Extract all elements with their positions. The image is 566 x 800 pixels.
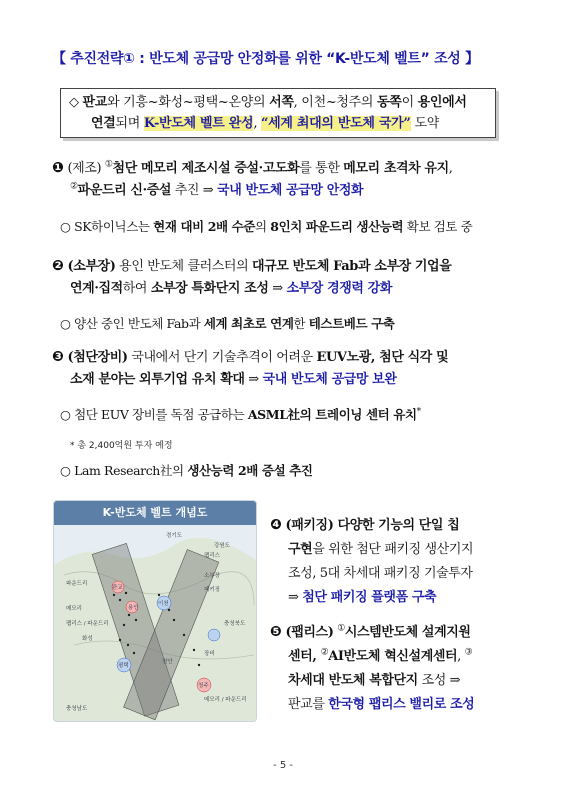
item-text: ⇒ — [244, 372, 263, 387]
summary-text: 도약 — [410, 116, 439, 131]
item-text: (제조) — [67, 161, 105, 176]
item-text: 추진 ⇒ — [171, 183, 218, 198]
map-label: 파운드리 — [66, 581, 88, 587]
map-label: 메모리 / 파운드리 — [204, 697, 247, 703]
map-label: 화성 — [82, 636, 93, 642]
sub-item-sk-hynix — [60, 217, 472, 235]
map-graphic — [54, 525, 256, 721]
item-text: 다양한 기능의 단일 칩 — [333, 518, 460, 533]
map-label: 평택 — [118, 663, 129, 669]
item-text: 센터, — [288, 649, 321, 664]
item-text: 국내에서 단기 기술추격이 어려운 — [127, 350, 317, 365]
item-text: ⇒ — [268, 281, 287, 296]
item-text: (패키징) — [285, 518, 334, 533]
item-text: , — [448, 161, 453, 176]
item-highlight: 국내 반도체 공급망 안정화 — [217, 183, 364, 198]
number-4-icon: ❹ — [270, 517, 282, 533]
item-text: (소부장) — [67, 259, 116, 274]
sub-text: 테스트베드 구축 — [308, 316, 395, 331]
map-label: 용인 — [128, 605, 139, 611]
footnote: * 총 2,400억원 투자 예정 — [70, 441, 173, 451]
item-materials — [52, 255, 451, 300]
item-highlight: 소부장 경쟁력 강화 — [286, 281, 393, 296]
item-text: 소재 분야는 외투기업 유치 확대 — [70, 372, 245, 387]
summary-highlight: K-반도체 벨트 완성 — [143, 116, 254, 131]
summary-highlight: “세계 최대의 반도체 국가” — [260, 116, 411, 131]
summary-line-2 — [69, 113, 487, 134]
map-label: 강원도 — [214, 543, 230, 549]
sub-text: 8인치 파운드리 생산능력 — [270, 219, 404, 234]
sub-text: ASML社의 트레이닝 센터 유치 — [247, 407, 417, 422]
summary-text: 이 — [401, 95, 418, 110]
item-sup: ② — [320, 647, 329, 658]
item-highlight: 국내 반도체 공급망 보완 — [262, 372, 397, 387]
item-text: 연계·집적 — [70, 281, 123, 296]
item-equipment — [52, 346, 448, 391]
item-text: 시스템반도체 설계지원 — [344, 625, 471, 640]
item-manufacturing — [52, 157, 452, 202]
summary-text: 와 기흥~화성~평택~온양의 — [107, 95, 270, 110]
item-text: 을 위한 첨단 패키징 생산기지 — [312, 542, 474, 557]
summary-line-1 — [69, 92, 487, 113]
sub-text: 의 — [255, 219, 271, 234]
sub-text: 세계 최초로 연계 — [203, 316, 294, 331]
sub-item-lam — [60, 461, 313, 479]
sub-item-asml — [60, 405, 421, 423]
number-5-icon: ❺ — [270, 624, 282, 640]
map-label: 메모리 — [66, 606, 82, 612]
sub-text: 확보 검토 중 — [403, 219, 473, 234]
map-label: 경기도 — [166, 533, 182, 539]
item-fabless — [270, 620, 474, 717]
sub-text: * — [416, 406, 421, 417]
map-label: 이천 — [158, 601, 169, 607]
map-label: 판교 — [112, 585, 123, 591]
map-label: 패키징 — [204, 587, 220, 593]
summary-text: 판교 — [82, 95, 108, 110]
summary-text: , — [253, 116, 261, 131]
map-label: 청주 — [198, 683, 209, 689]
sub-text: 한 — [293, 316, 309, 331]
page-number: - 5 - — [273, 760, 293, 771]
diamond-bullet: ◇ — [69, 95, 79, 110]
map-label: 장비 — [204, 651, 215, 657]
summary-text: 동쪽 — [377, 95, 402, 110]
summary-text: 서쪽 — [269, 95, 294, 110]
map-label: 소부장 — [204, 573, 220, 579]
sub-item-testbed — [60, 314, 394, 332]
item-text: , — [457, 649, 465, 664]
map-label: 팹리스 — [204, 553, 220, 559]
number-3-icon: ❸ — [52, 349, 64, 365]
summary-text: 용인에서 — [417, 95, 467, 110]
item-highlight: 첨단 패키징 플랫폼 구축 — [302, 590, 437, 605]
item-text: (팹리스) — [285, 625, 334, 640]
sub-text: ○ 양산 중인 반도체 Fab과 — [60, 316, 204, 331]
item-packaging — [270, 513, 473, 610]
sub-text: ○ Lam Research社의 — [60, 463, 188, 478]
summary-text: 연결 — [91, 116, 116, 131]
number-2-icon: ❷ — [52, 258, 64, 274]
number-1-icon: ❶ — [52, 160, 64, 176]
item-text: 를 통한 — [299, 161, 344, 176]
item-sup: ③ — [464, 647, 473, 658]
map-label: 팹리스 / 파운드리 — [66, 621, 109, 627]
item-text: 첨단 메모리 제조시설 증설·고도화 — [112, 161, 300, 176]
item-text: 조성, 5대 차세대 패키징 기술투자 — [288, 566, 473, 581]
k-semiconductor-belt-map — [53, 500, 257, 722]
item-sup: ② — [70, 181, 78, 192]
sub-text: 현재 대비 2배 수준 — [153, 219, 256, 234]
item-text: 구현 — [288, 542, 313, 557]
item-text: 차세대 반도체 복합단지 — [288, 673, 418, 688]
item-highlight: 한국형 팹리스 밸리로 조성 — [328, 697, 475, 712]
map-label: 천안 — [162, 659, 173, 665]
item-text: 판교를 — [288, 697, 329, 712]
item-text: EUV노광, 첨단 식각 및 — [316, 350, 449, 365]
sub-text: ○ 첨단 EUV 장비를 독점 공급하는 — [60, 407, 248, 422]
summary-box — [60, 88, 496, 138]
map-label: 충청북도 — [224, 621, 246, 627]
chungbuk-marker — [208, 629, 220, 641]
item-text: 대규모 반도체 Fab과 소부장 기업을 — [251, 259, 452, 274]
item-text: ⇒ — [288, 590, 303, 605]
item-text: 메모리 초격차 유지 — [343, 161, 449, 176]
item-text: 소부장 특화단지 조성 — [150, 281, 269, 296]
item-text: (첨단장비) — [67, 350, 128, 365]
summary-text: , 이천~청주의 — [293, 95, 378, 110]
sub-text: ○ SK하이닉스는 — [60, 219, 154, 234]
map-label: 충청남도 — [66, 706, 88, 712]
map-title: K-반도체 벨트 개념도 — [54, 501, 256, 525]
item-text: 조성 ⇒ — [417, 673, 461, 688]
sub-text: 생산능력 2배 증설 추진 — [187, 463, 313, 478]
item-text: AI반도체 혁신설계센터 — [328, 649, 458, 664]
section-title: 【 추진전략① : 반도체 공급망 안정화를 위한 “K-반도체 벨트” 조성 】 — [52, 51, 479, 67]
item-text: 파운드리 신·증설 — [77, 183, 172, 198]
item-sup: ① — [104, 159, 113, 170]
item-text: 하여 — [122, 281, 151, 296]
item-sup: ① — [337, 623, 345, 634]
item-text: 용인 반도체 클러스터의 — [115, 259, 252, 274]
summary-text: 되며 — [115, 116, 144, 131]
